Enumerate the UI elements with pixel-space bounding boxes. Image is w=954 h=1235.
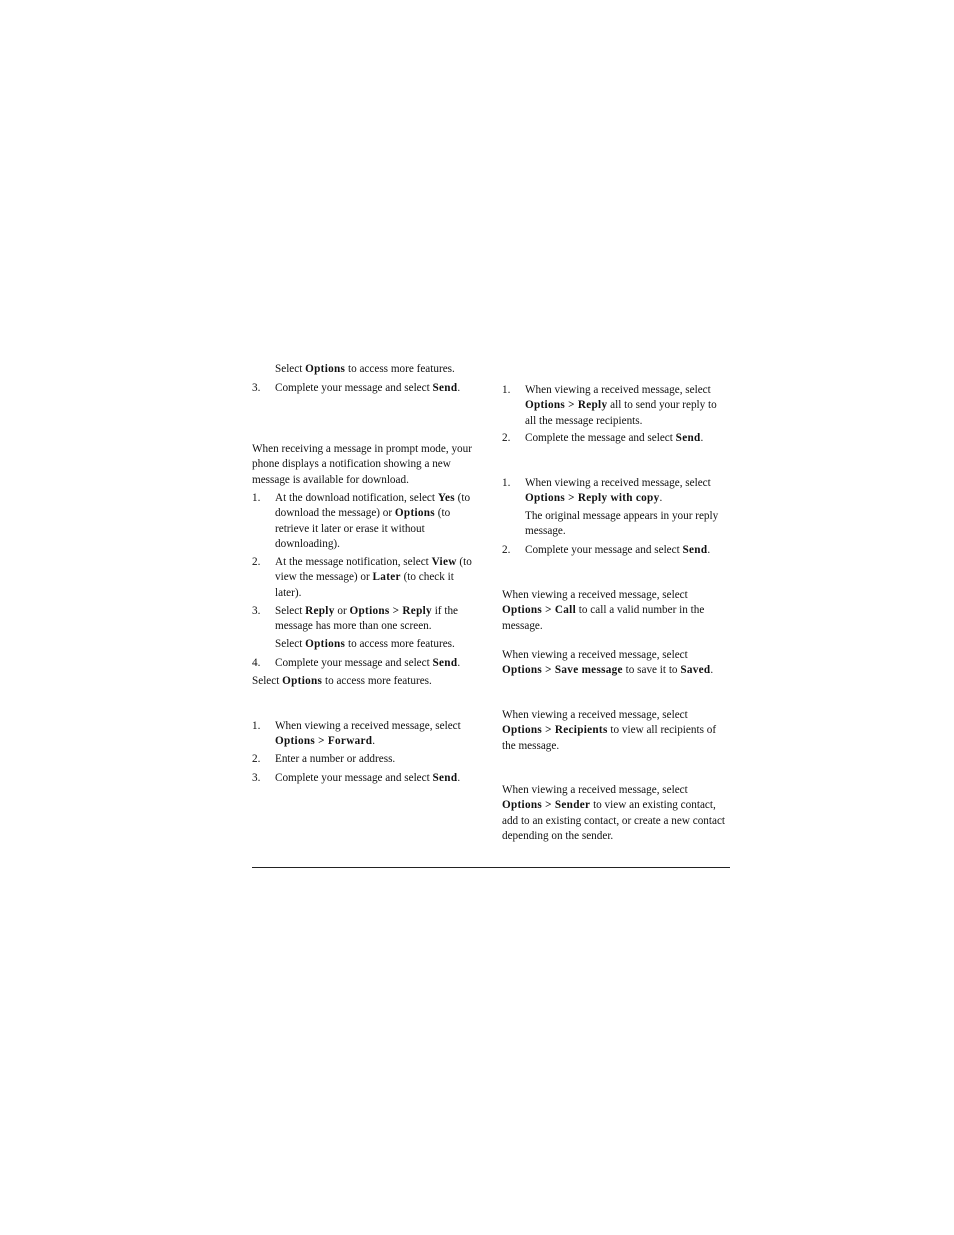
save-message-paragraph: When viewing a received message, select Options > Save message to save it to Saved. (502, 649, 714, 677)
forward-step-1: 1. When viewing a received message, select Options > Forward. (252, 720, 461, 748)
prompt-step-3: 3. Select Reply or Options > Reply if the message has more than one screen. (252, 605, 459, 633)
reply-all-step-1: 1. When viewing a received message, select Options > Reply all to send your reply to all the message recipients. (502, 384, 717, 427)
prompt-mode-intro: When receiving a message in prompt mode, your phone displays a notification showing a new message is available for download. (252, 443, 472, 486)
prompt-tail-note: Select Options to access more features. (252, 675, 432, 687)
continued-step-3: 3. Complete your message and select Send. (252, 382, 461, 394)
forward-step-3: 3. Complete your message and select Send. (252, 772, 461, 784)
reply-copy-step-1: 1. When viewing a received message, select Options > Reply with copy. (502, 477, 711, 505)
prompt-step-4: 4. Complete your message and select Send. (252, 657, 461, 669)
reply-copy-note: The original message appears in your reply message. (525, 510, 719, 538)
reply-all-step-2: 2. Complete the message and select Send. (502, 432, 704, 444)
sender-paragraph: When viewing a received message, select Options > Sender to view an existing contact, add to an existing contact, or create a new contact depending on the sender. (502, 784, 726, 843)
forward-step-2: 2. Enter a number or address. (252, 753, 396, 765)
continued-note: Select Options to access more features. (275, 363, 455, 375)
reply-copy-step-2: 2. Complete your message and select Send. (502, 544, 711, 556)
prompt-step-1: 1. At the download notification, select Yes (to download the message) or Options (to retrieve it later or erase it without downloading). (252, 492, 471, 551)
prompt-step-2: 2. At the message notification, select View (to view the message) or Later (to check it later). (252, 556, 472, 599)
footer-divider (252, 867, 730, 868)
prompt-options-note: Select Options to access more features. (275, 638, 455, 650)
recipients-paragraph: When viewing a received message, select Options > Recipients to view all recipients of the message. (502, 709, 717, 752)
call-paragraph: When viewing a received message, select Options > Call to call a valid number in the message. (502, 589, 705, 632)
